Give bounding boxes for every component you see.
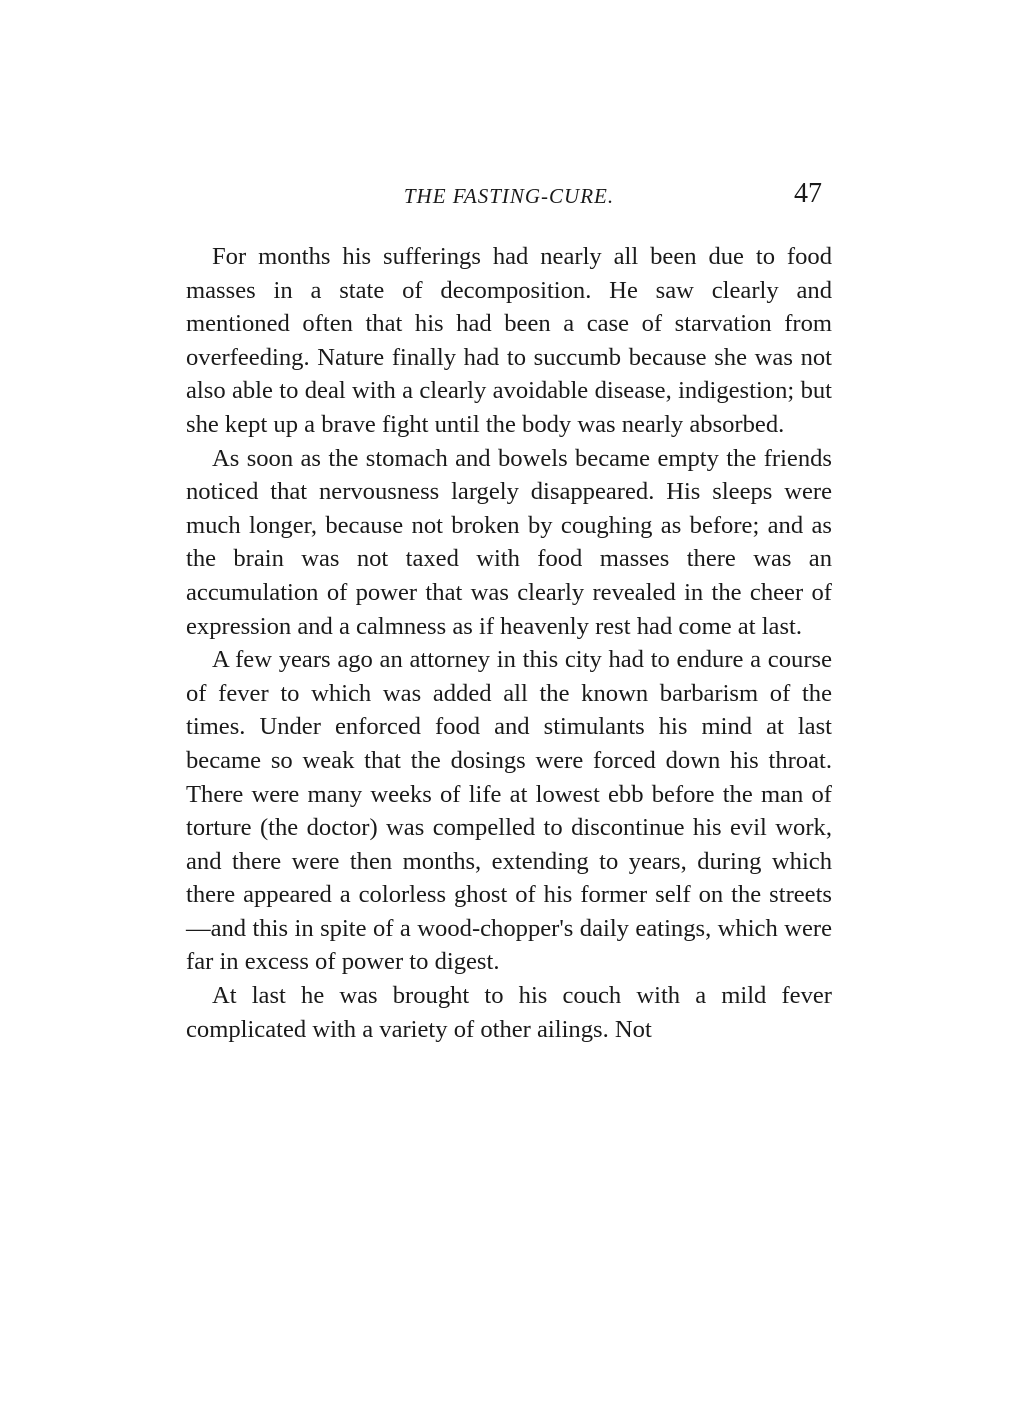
- body-text: [186, 240, 832, 1046]
- page-number: 47: [794, 178, 822, 209]
- paragraph: As soon as the stomach and bowels became empty the friends noticed that nervousness largely disappeared. His sleeps were much longer, because not broken by coughing as before; and as the brain was not taxed with food masses there was an accumulation of power that was clearly revealed in the cheer of expression and a calmness as if heavenly rest had come at last.: [186, 444, 832, 640]
- paragraph: A few years ago an attorney in this city had to endure a course of fever to which was added all the known barbarism of the times. Under enforced food and stimulants his mind at last became so weak that the dosings were forced down his throat. There were many weeks of life at lowest ebb before the man of torture (the doctor) was compelled to discontinue his evil work, and there were then months, extending to years, during which there appeared a colorless ghost of his former self on the streets—and this in spite of a wood-chopper's daily eatings, which were far in excess of power to digest.: [186, 646, 832, 976]
- paragraph: For months his sufferings had nearly all been due to food masses in a state of decomposition. He saw clearly and mentioned often that his had been a case of starvation from overfeeding. Nature finally had to succumb because she was not also able to deal with a clearly avoidable disease, indigestion; but she kept up a brave fight until the body was nearly absorbed.: [186, 243, 832, 438]
- paragraph: At last he was brought to his couch with a mild fever complicated with a variety of other ailings. Not: [186, 982, 832, 1043]
- running-title: THE FASTING-CURE.: [403, 184, 615, 208]
- running-head: [186, 178, 832, 222]
